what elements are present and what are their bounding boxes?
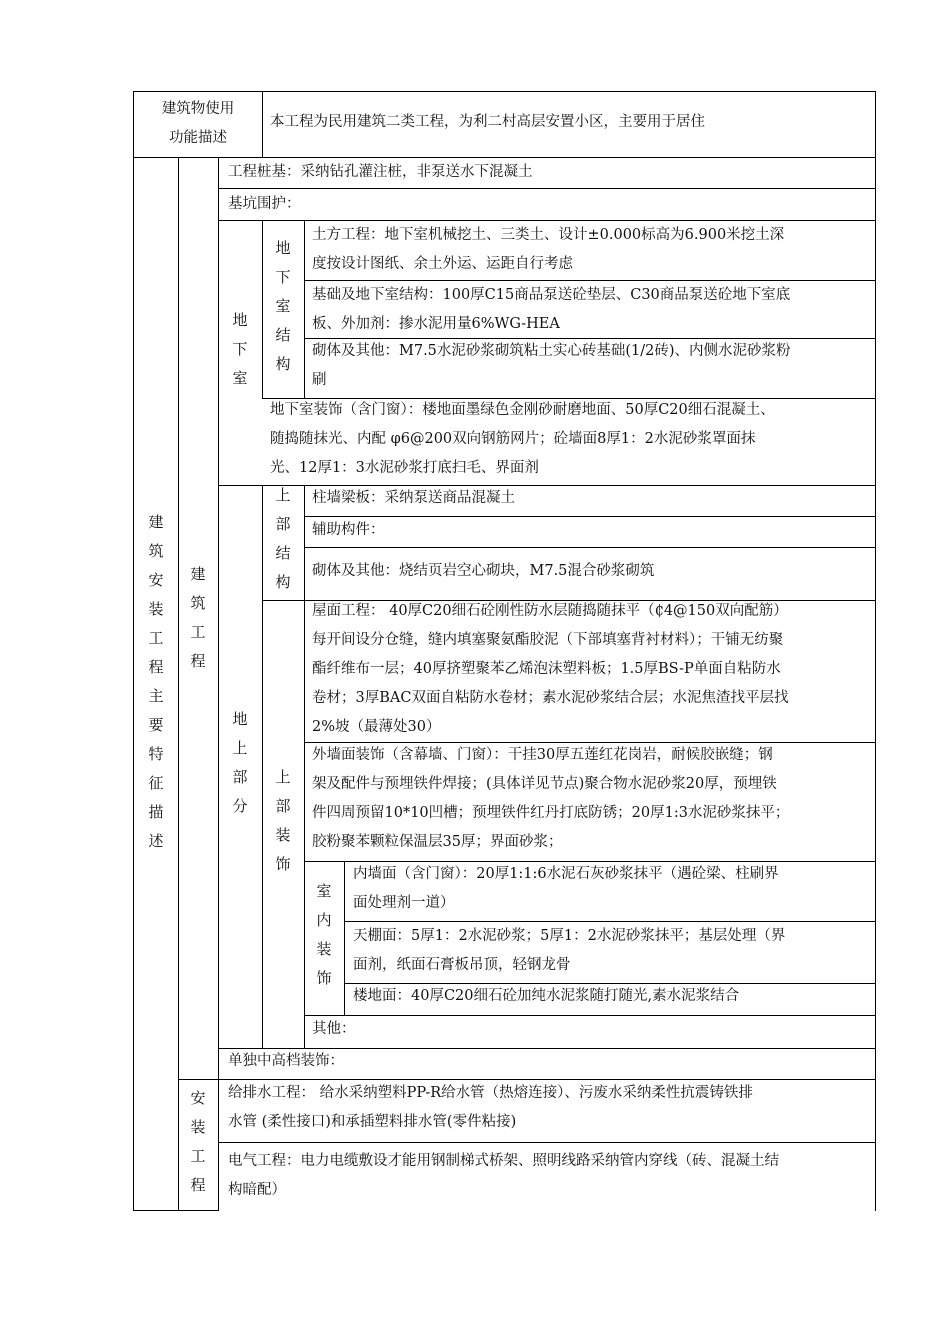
upper-decoration-label: 上部装饰 (275, 768, 291, 873)
basement-structure-label: 地下室结构 (275, 239, 291, 373)
grid-line (218, 157, 219, 1211)
grid-line (262, 220, 263, 398)
grid-line (262, 485, 263, 1048)
upper-structure-label: 上部结构 (275, 486, 291, 591)
grid-line (178, 157, 179, 1211)
table-border-top (133, 91, 876, 92)
pit-text: 基坑围护： (228, 196, 301, 212)
earthwork-text: 土方工程：地下室机械挖土、三类土、设计±0.000标高为6.900米挖土深 度按设计图纸、余土外运、运距自行考虑 (312, 227, 785, 272)
grid-line (304, 516, 876, 517)
grid-line (218, 188, 876, 189)
electrical-text: 电气工程：电力电缆敷设才能用钢制梯式桥架、照明线路采纳管内穿线（砖、混凝土结 构暗配） (228, 1153, 779, 1198)
main-category-label: 建筑安装工程主要特征描述 (148, 513, 164, 850)
table-border-left (133, 91, 134, 1211)
roof-text: 屋面工程： 40厚C20细石砼刚性防水层随捣随抹平（₵4@150双向配筋） 每开间设分仓缝，缝内填塞聚氨酯胶泥（下部填塞背衬材料）；干铺无纺聚 酯纤维布一层；40厚挤塑聚苯乙烯泡沫塑料板；1.5厚BS-P单面自粘防水 卷材；3厚BAC双面自粘防水卷材；素水泥砂浆结合层；水泥焦渣找平层找 2%坡（最薄处30） (312, 603, 789, 735)
grid-line (304, 1015, 876, 1016)
facade-text: 外墙面装饰（含幕墙、门窗）：干挂30厚五莲红花岗岩，耐候胶嵌缝；钢 架及配件与预埋铁件焊接；(具体详见节点)聚合物水泥砂浆20厚，预埋铁 件四周预留10*10凹槽；预埋铁件红丹打底防锈；20厚1:3水泥砂浆抹平； 胶粉聚苯颗粒保温层35厚；界面砂浆； (312, 747, 790, 850)
ceiling-text: 天棚面：5厚1：2水泥砂浆；5厚1：2水泥砂浆抹平；基层处理（界 面剂，纸面石膏板吊顶，轻钢龙骨 (353, 928, 786, 973)
table-border-right (875, 91, 876, 1211)
floor-text: 楼地面：40厚C20细石砼加纯水泥浆随打随光,素水泥浆结合 (353, 988, 740, 1004)
basement-label: 地下室 (232, 311, 248, 387)
basement-masonry-text: 砌体及其他：M7.5水泥砂浆砌筑粘土实心砖基础(1/2砖)、内侧水泥砂浆粉 刷 (312, 343, 791, 388)
aux-text: 辅助构件： (312, 522, 385, 538)
plumbing-text: 给排水工程： 给水采纳塑料PP-R给水管（热熔连接）、污废水采纳柔性抗震铸铁排 水管 (柔性接口)和承插塑料排水管(零件粘接) (228, 1085, 753, 1130)
building-works-label: 建筑工程 (190, 565, 206, 670)
usage-label: 建筑物使用 功能描述 (161, 101, 235, 146)
grid-line (262, 91, 263, 157)
upper-masonry-text: 砌体及其他：烧结页岩空心砌块，M7.5混合砂浆砌筑 (312, 563, 655, 579)
pile-text: 工程桩基：采纳钻孔灌注桩，非泵送水下混凝土 (228, 164, 533, 180)
grid-line (344, 861, 345, 1015)
table-border-bottom (133, 1210, 219, 1211)
grid-line (218, 1142, 876, 1143)
grid-line (304, 220, 305, 398)
interior-decoration-label: 室内装饰 (316, 882, 332, 987)
basement-decoration-text: 地下室装饰（含门窗）：楼地面墨绿色金刚砂耐磨地面、50厚C20细石混凝土、 随捣随抹光、内配 φ6@200双向钢筋网片；砼墙面8厚1：2水泥砂浆罩面抹 光、12厚1：3水泥砂浆打底扫毛、界面剂 (270, 402, 775, 476)
other-text: 其他： (312, 1021, 356, 1037)
column-text: 柱墙梁板：采纳泵送商品混凝土 (312, 490, 515, 506)
usage-text: 本工程为民用建筑二类工程，为利二村高层安置小区，主要用于居住 (270, 114, 705, 130)
grid-line (304, 547, 876, 548)
foundation-text: 基础及地下室结构：100厚C15商品泵送砼垫层、C30商品泵送砼地下室底 板、外加剂：掺水泥用量6%WG-HEA (312, 287, 791, 332)
above-ground-label: 地上部分 (232, 710, 248, 815)
high-decoration-text: 单独中高档装饰： (228, 1053, 344, 1069)
grid-line (304, 485, 305, 1048)
inner-wall-text: 内墙面（含门窗）：20厚1:1:6水泥石灰砂浆抹平（遇砼梁、柱刷界 面处理剂一道） (353, 866, 779, 911)
install-works-label: 安装工程 (190, 1089, 206, 1194)
